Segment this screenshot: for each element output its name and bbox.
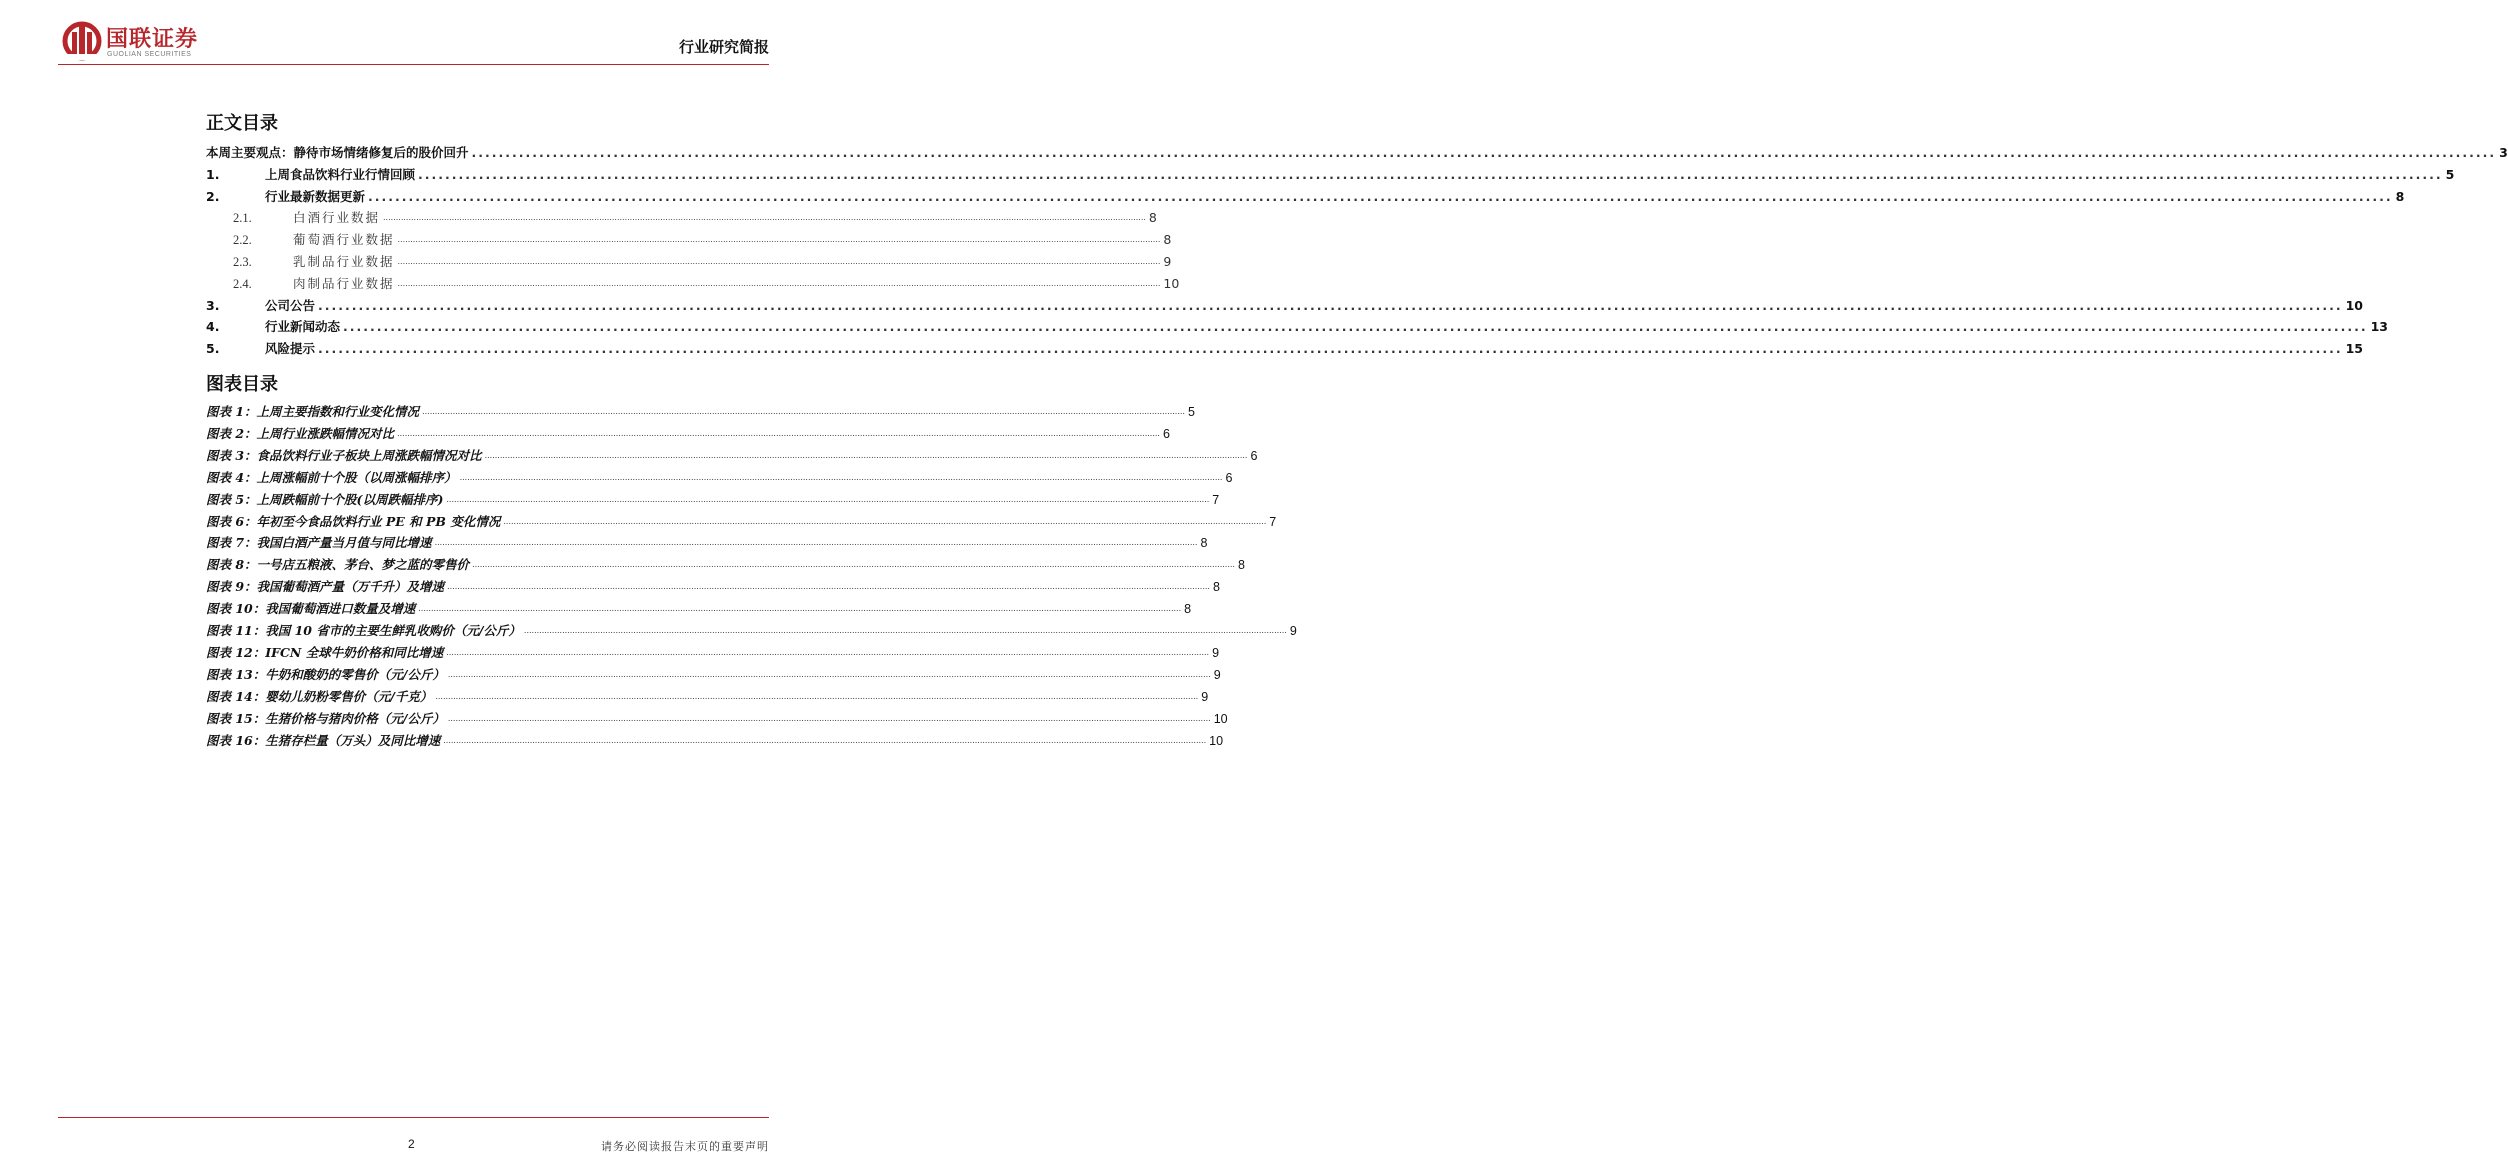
entry-title: 图表 3：食品饮料行业子板块上周涨跌幅情况对比 bbox=[206, 447, 482, 463]
dot-leader: ............................................................................................................................................................................................................................................................................................................ bbox=[523, 626, 1287, 635]
entry-title: 公司公告 bbox=[265, 297, 316, 313]
entry-page-number: 9 bbox=[1213, 667, 1221, 682]
figure-entry[interactable] bbox=[206, 731, 1224, 751]
figure-entry[interactable] bbox=[206, 599, 1192, 619]
dot-leader: ............................................................................................................................................................................................................................................................................................................ bbox=[446, 647, 1210, 657]
entry-page-number: 6 bbox=[1250, 448, 1258, 463]
entry-page-number: 8 bbox=[1212, 580, 1220, 595]
entry-title: 图表 1：上周主要指数和行业变化情况 bbox=[206, 404, 420, 419]
page-number: 2 bbox=[408, 1137, 415, 1151]
disclaimer-note: 请务必阅读报告末页的重要声明 bbox=[601, 1140, 769, 1153]
entry-number: 1. bbox=[206, 166, 220, 182]
entry-page-number: 8 bbox=[1184, 602, 1192, 617]
dot-leader: ............................................................................................................................................................................................................................................................................................................ bbox=[397, 235, 1161, 245]
entry-title: 图表 14：婴幼儿奶粉零售价（元/千克） bbox=[206, 688, 433, 704]
entry-title: 图表 9：我国葡萄酒产量（万千升）及增速 bbox=[206, 579, 445, 595]
entry-page-number: 6 bbox=[1162, 426, 1170, 441]
entry-title: 图表 2：上周行业涨跌幅情况对比 bbox=[206, 425, 395, 441]
entry-page-number: 15 bbox=[2345, 341, 2363, 357]
entry-number: 2. bbox=[206, 188, 220, 204]
entry-title: 行业最新数据更新 bbox=[265, 188, 366, 204]
entry-page-number: 8 bbox=[1148, 210, 1157, 226]
dot-leader: ............................................................................................................................................................................................................................................................................................................ bbox=[318, 297, 2343, 313]
entry-number: 2.2. bbox=[233, 233, 252, 248]
figure-entry[interactable] bbox=[206, 424, 1170, 444]
entry-page-number: 5 bbox=[1187, 405, 1195, 419]
figure-entry[interactable] bbox=[206, 490, 1220, 510]
figure-entry[interactable] bbox=[206, 555, 1245, 575]
dot-leader: ............................................................................................................................................................................................................................................................................................................ bbox=[503, 516, 1267, 526]
dot-leader: ............................................................................................................................................................................................................................................................................................................ bbox=[484, 450, 1248, 460]
dot-leader: ............................................................................................................................................................................................................................................................................................................ bbox=[472, 560, 1235, 570]
guolian-logo-icon bbox=[62, 20, 102, 60]
entry-page-number: 8 bbox=[1200, 536, 1208, 551]
entry-page-number: 8 bbox=[2395, 188, 2405, 204]
figure-entry[interactable] bbox=[206, 512, 1277, 532]
entry-title: 乳制品行业数据 bbox=[293, 254, 395, 269]
entry-page-number: 9 bbox=[1201, 689, 1209, 704]
figure-entry[interactable] bbox=[206, 709, 1228, 729]
figure-entry[interactable] bbox=[206, 446, 1258, 466]
dot-leader: ............................................................................................................................................................................................................................................................................................................ bbox=[343, 319, 2368, 335]
toc-entry[interactable] bbox=[206, 339, 2363, 359]
entry-page-number: 3 bbox=[2499, 145, 2508, 160]
toc-entry[interactable] bbox=[206, 296, 2363, 316]
entry-page-number: 9 bbox=[1289, 624, 1297, 638]
dot-leader: ............................................................................................................................................................................................................................................................................................................ bbox=[418, 604, 1182, 614]
dot-leader: ............................................................................................................................................................................................................................................................................................................ bbox=[422, 407, 1185, 416]
dot-leader: ............................................................................................................................................................................................................................................................................................................ bbox=[435, 691, 1199, 701]
figure-entry[interactable] bbox=[206, 468, 1233, 488]
dot-leader: ............................................................................................................................................................................................................................................................................................................ bbox=[418, 166, 2443, 182]
toc-entry[interactable] bbox=[206, 274, 1180, 294]
dot-leader: ............................................................................................................................................................................................................................................................................................................ bbox=[368, 188, 2393, 204]
figure-entry[interactable] bbox=[206, 402, 1195, 422]
figure-entry[interactable] bbox=[206, 621, 1297, 641]
dot-leader: ............................................................................................................................................................................................................................................................................................................ bbox=[443, 735, 1207, 745]
entry-number: 2.3. bbox=[233, 255, 252, 269]
toc-entry[interactable] bbox=[206, 317, 2388, 337]
toc-entry[interactable] bbox=[206, 230, 1172, 250]
entry-number: 3. bbox=[206, 297, 220, 313]
dot-leader: ............................................................................................................................................................................................................................................................................................................ bbox=[318, 341, 2343, 357]
report-type: 行业研究简报 bbox=[678, 38, 769, 56]
entry-title: 行业新闻动态 bbox=[265, 319, 341, 335]
dot-leader: ............................................................................................................................................................................................................................................................................................................ bbox=[471, 145, 2497, 160]
entry-page-number: 6 bbox=[1225, 470, 1233, 485]
entry-number: 5. bbox=[206, 341, 220, 357]
entry-number: 2.4. bbox=[233, 276, 252, 291]
toc-entry[interactable] bbox=[206, 165, 2455, 185]
entry-title: 肉制品行业数据 bbox=[293, 275, 395, 291]
toc-entry[interactable] bbox=[206, 252, 1172, 272]
dot-leader: ............................................................................................................................................................................................................................................................................................................ bbox=[459, 472, 1223, 482]
logo-chinese-name: 国联证券 bbox=[106, 27, 199, 52]
entry-title: 图表 5：上周跌幅前十个股(以周跌幅排序) bbox=[206, 491, 444, 507]
entry-page-number: 10 bbox=[1163, 275, 1180, 291]
entry-title: 图表 4：上周涨幅前十个股（以周涨幅排序） bbox=[206, 469, 457, 485]
toc-entry[interactable] bbox=[206, 143, 2508, 163]
figure-entry[interactable] bbox=[206, 687, 1209, 707]
logo-english-name: GUOLIAN SECURITIES bbox=[107, 51, 192, 58]
figure-entry[interactable] bbox=[206, 577, 1220, 597]
entry-page-number: 9 bbox=[1163, 254, 1172, 269]
toc-entry[interactable] bbox=[206, 208, 1157, 228]
entry-page-number: 13 bbox=[2370, 319, 2388, 335]
toc-entry[interactable] bbox=[206, 187, 2405, 207]
figures-title: 图表目录 bbox=[206, 374, 278, 395]
entry-number: 4. bbox=[206, 319, 220, 335]
entry-number: 2.1. bbox=[233, 211, 252, 226]
dot-leader: ............................................................................................................................................................................................................................................................................................................ bbox=[447, 582, 1210, 592]
entry-title: 图表 8：一号店五粮液、茅台、梦之蓝的零售价 bbox=[206, 557, 470, 573]
entry-page-number: 5 bbox=[2445, 166, 2455, 182]
entry-page-number: 10 bbox=[2345, 297, 2363, 313]
dot-leader: ............................................................................................................................................................................................................................................................................................................ bbox=[397, 278, 1161, 288]
entry-title: 本周主要观点：静待市场情绪修复后的股价回升 bbox=[206, 145, 469, 160]
entry-title: 图表 13：牛奶和酸奶的零售价（元/公斤） bbox=[206, 666, 445, 682]
dot-leader: ............................................................................................................................................................................................................................................................................................................ bbox=[397, 257, 1161, 266]
footer-divider bbox=[58, 1117, 769, 1118]
dot-leader: ............................................................................................................................................................................................................................................................................................................ bbox=[434, 538, 1198, 548]
entry-title: 葡萄酒行业数据 bbox=[293, 232, 395, 248]
entry-page-number: 9 bbox=[1212, 645, 1220, 660]
entry-page-number: 7 bbox=[1212, 492, 1220, 507]
entry-title: 风险提示 bbox=[265, 341, 316, 357]
entry-title: 图表 15：生猪价格与猪肉价格（元/公斤） bbox=[206, 710, 445, 726]
entry-title: 图表 7：我国白酒产量当月值与同比增速 bbox=[206, 535, 432, 551]
entry-title: 白酒行业数据 bbox=[293, 210, 381, 226]
dot-leader: ............................................................................................................................................................................................................................................................................................................ bbox=[397, 428, 1160, 438]
figure-entry[interactable] bbox=[206, 665, 1221, 685]
header-divider bbox=[58, 64, 769, 65]
entry-page-number: 10 bbox=[1209, 733, 1224, 748]
entry-title: 图表 6：年初至今食品饮料行业 PE 和 PB 变化情况 bbox=[206, 513, 501, 529]
entry-page-number: 8 bbox=[1163, 232, 1172, 248]
dot-leader: ............................................................................................................................................................................................................................................................................................................ bbox=[447, 669, 1211, 679]
entry-page-number: 8 bbox=[1237, 558, 1245, 573]
company-logo bbox=[62, 20, 222, 64]
figure-entry[interactable] bbox=[206, 643, 1220, 663]
entry-title: 上周食品饮料行业行情回顾 bbox=[265, 166, 416, 182]
entry-page-number: 10 bbox=[1213, 711, 1228, 726]
figure-entry[interactable] bbox=[206, 533, 1208, 553]
toc-title: 正文目录 bbox=[206, 113, 278, 134]
entry-page-number: 7 bbox=[1269, 514, 1277, 529]
entry-title: 图表 16：生猪存栏量（万头）及同比增速 bbox=[206, 732, 441, 748]
dot-leader: ............................................................................................................................................................................................................................................................................................................ bbox=[446, 494, 1210, 504]
entry-title: 图表 10：我国葡萄酒进口数量及增速 bbox=[206, 601, 416, 617]
entry-title: 图表 11：我国 10 省市的主要生鲜乳收购价（元/公斤） bbox=[206, 623, 521, 638]
entry-title: 图表 12：IFCN 全球牛奶价格和同比增速 bbox=[206, 644, 444, 660]
dot-leader: ............................................................................................................................................................................................................................................................................................................ bbox=[447, 713, 1211, 723]
dot-leader: ............................................................................................................................................................................................................................................................................................................ bbox=[383, 213, 1146, 223]
